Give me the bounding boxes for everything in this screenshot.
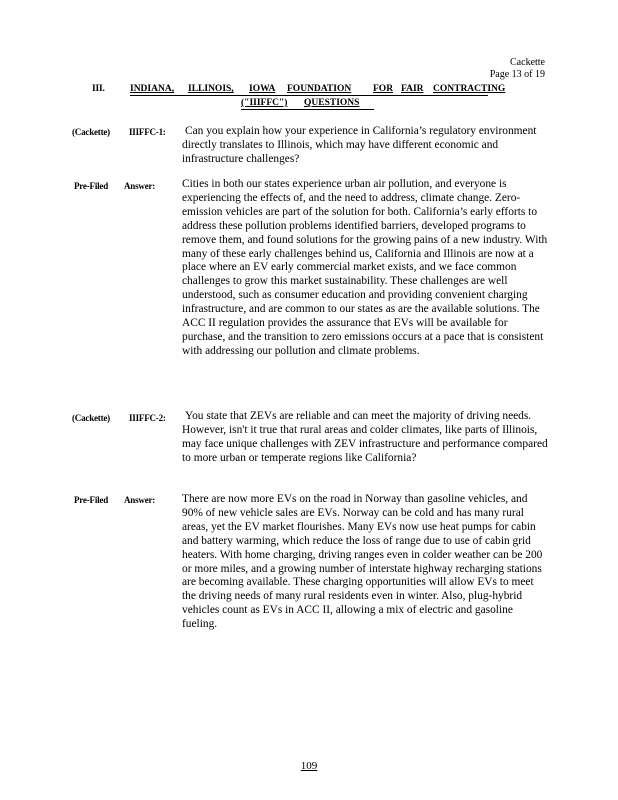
- witness-label: (Cackette): [72, 127, 110, 137]
- header-author: Cackette: [510, 57, 545, 68]
- section-word: CONTRACTING: [433, 84, 506, 94]
- answer-body: Cities in both our states experience urban air pollution, and everyone is experiencing the effects of, and the need to address, climate change. Zero-emission vehicles are part of the solution for both. California’s early efforts to address these pollution problems identified barriers, developed programs to remove them, and found solutions for the growing pains of a new industry. With many of these early challenges behind us, California and Illinois are now at a place where an EV early commercial market exists, and we face common challenges to grow this market sustainability. These challenges are well understood, such as consumer education and providing convenient charging infrastructure, and are common to our states as are the available solutions. The ACC II regulation provides the assurance that EVs will be available for purchase, and the transition to zero emissions occurs at a pace that is consistent with addressing our pollution and climate problems.: [182, 178, 548, 357]
- answer-label-prefiled: Pre-Filed: [74, 181, 109, 191]
- answer-label: Answer:: [124, 181, 156, 191]
- answer-body: There are now more EVs on the road in Norway than gasoline vehicles, and 90% of new vehicle sales are EVs. Norway can be cold and has many rural areas, yet the EV market flourishes. Many EVs now use heat pumps for cabin and battery warming, which reduce the loss of range due to use of cabin grid heaters. With home charging, driving ranges even in colder weather can be 200 or more miles, and a growing number of interstate highway recharging stations are becoming available. These charging opportunities will allow EVs to meet the driving needs of many rural residents even in winter. Also, plug-hybrid vehicles count as EVs in ACC II, allowing a mix of electric and gasoline fueling.: [182, 493, 543, 631]
- section-word: FAIR: [401, 84, 424, 94]
- answer-text: [182, 493, 548, 632]
- section-word: FOR: [373, 84, 394, 94]
- question-body: You state that ZEVs are reliable and can meet the majority of driving needs. However, isn't it true that rural areas and colder climates, like parts of Illinois, may face unique challenges with ZEV infrastructure and performance compared to more urban or temperate regions like California?: [182, 410, 548, 464]
- witness-label: (Cackette): [72, 413, 110, 423]
- section-word: FOUNDATION: [287, 84, 352, 94]
- section-word: ILLINOIS,: [188, 84, 234, 94]
- answer-text: [182, 178, 548, 359]
- header-page: Page 13 of 19: [489, 69, 545, 80]
- question-id: IIIFFC-1:: [129, 127, 166, 137]
- heading-underline-2: [241, 109, 374, 110]
- question-text: [182, 125, 548, 167]
- question-text: [182, 410, 548, 466]
- section-word: IOWA: [249, 84, 276, 94]
- page-number: 109: [300, 760, 318, 772]
- heading-underline: [130, 95, 488, 96]
- section-word: INDIANA,: [130, 84, 175, 94]
- section-roman: III.: [92, 84, 105, 94]
- question-body: Can you explain how your experience in California’s regulatory environment directly translates to Illinois, which may have different economic and infrastructure challenges?: [182, 125, 537, 165]
- section-abbrev: ("IIIFFC"): [241, 98, 288, 108]
- section-questions: QUESTIONS: [304, 98, 360, 108]
- question-id: IIIFFC-2:: [129, 413, 166, 423]
- answer-label: Answer:: [124, 495, 156, 505]
- answer-label-prefiled: Pre-Filed: [74, 495, 109, 505]
